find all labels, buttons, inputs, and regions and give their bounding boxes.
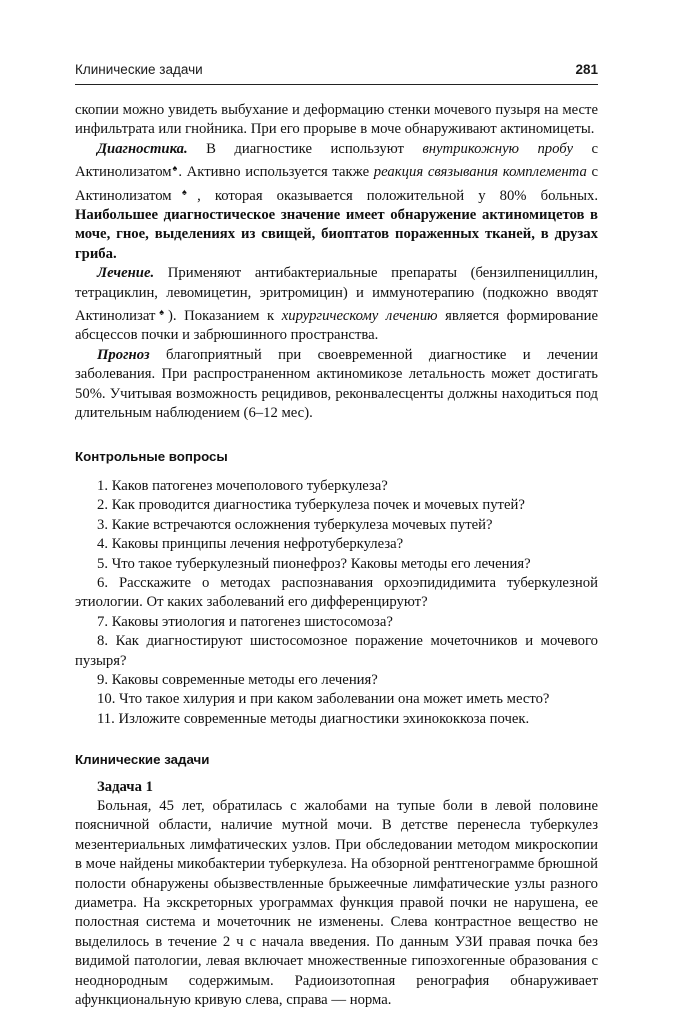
question-item: 11. Изложите современные методы диагностики эхинококкоза почек. xyxy=(97,710,530,727)
diagnostics-text: В диагностике используют xyxy=(187,140,423,157)
diagnostics-label: Диагностика. xyxy=(97,140,188,157)
diagnostics-text: . Активно используется также xyxy=(178,164,374,181)
question-item: 1. Каков патогенез мочеполового туберкулеза? xyxy=(97,477,388,494)
question-item: 5. Что такое туберкулезный пионефроз? Каковы методы его лечения? xyxy=(97,555,531,572)
question-item: 6. Расскажите о методах распознавания орхоэпидидимита туберкулезной этиологии. От каких заболеваний его дифференцируют? xyxy=(75,574,598,611)
diagnostics-text: с Актинолизатом xyxy=(75,140,598,181)
drug-mark-icon: ♠ xyxy=(171,186,198,197)
question-item: 8. Как диагностируют шистосомозное поражение мочеточников и мочевого пузыря? xyxy=(75,633,598,669)
treatment-text: является формирование абсцессов почки и забрюшинного пространства. xyxy=(75,308,599,344)
drug-mark-icon: ♠ xyxy=(171,163,179,174)
intro-paragraph: скопии можно увидеть выбухание и деформацию стенки мочевого пузыря на месте инфильтрата или гнойника. При его прорыве в моче обнаруживают актиномицеты. xyxy=(75,102,598,138)
page-number: 281 xyxy=(575,62,598,77)
treatment-label: Лечение. xyxy=(97,265,155,282)
treatment-text: Применяют антибактериальные препараты (бензилпенициллин, тетрациклин, левомицетин, эритромицин) и иммунотерапию (подкожно вводят Актинолизат xyxy=(75,265,598,325)
treatment-term-surgery: хирургическому лечению xyxy=(281,308,438,325)
question-item: 3. Какие встречаются осложнения туберкулеза мочевых путей? xyxy=(97,516,493,533)
question-item: 7. Каковы этиология и патогенез шистосомоза? xyxy=(97,613,393,630)
page-body xyxy=(75,101,598,1010)
running-head xyxy=(75,62,598,77)
treatment-paragraph xyxy=(75,264,598,346)
header-divider xyxy=(75,84,598,85)
task-title: Задача 1 xyxy=(97,778,153,795)
diagnostics-text: с Актинолизатом xyxy=(75,164,598,204)
prognosis-paragraph xyxy=(75,346,598,424)
diagnostics-text: , которая оказывается положительной у 80% больных. xyxy=(197,187,598,204)
diagnostics-term-skin-test: внутрикожную пробу xyxy=(422,140,573,157)
running-head-title: Клинические задачи xyxy=(75,62,203,77)
prognosis-label: Прогноз xyxy=(97,346,150,363)
review-questions-heading: Контрольные вопросы xyxy=(75,448,228,464)
task-text: Больная, 45 лет, обратилась с жалобами на тупые боли в левой половине поясничной области, наличие мутной мочи. В детстве перенесла туберкулез мезентериальных лимфатических узлов. При обследовании методом микроскопии в моче найдены микобактерии туберкулеза. На обзорной рентгенограмме брюшной полости обнаружены обызвествленные брыжеечные лимфатические узлы разного диаметра. На экскреторных урограммах функция правой почки не нарушена, ее полостная система и мочеточник не изменены. Слева контрастное вещество не выделилось в течение 2 ч с начала введения. По данным УЗИ правая почка без видимой патологии, левая включает множественные гипоэхогенные образования с неоднородным содержимым. Радиоизотопная ренография обнаруживает афункциональную кривую слева, справа — норма. xyxy=(75,798,598,1009)
question-item: 2. Как проводится диагностика туберкулеза почек и мочевых путей? xyxy=(97,497,525,514)
prognosis-text: благоприятный при своевременной диагностике и лечении заболевания. При распространенном актиномикозе летальность может достигать 50%. Учитывая возможность рецидивов, реконвалесценты должны находиться под длительным наблюдением (6–12 мес). xyxy=(75,346,598,422)
question-item: 4. Каковы принципы лечения нефротуберкулеза? xyxy=(97,536,404,553)
question-item: 9. Каковы современные методы его лечения? xyxy=(97,671,378,688)
clinical-tasks-heading: Клинические задачи xyxy=(75,752,210,768)
diagnostics-term-complement: реакция связывания комплемента xyxy=(373,164,587,181)
diagnostics-emphasis: Наибольшее диагностическое значение имеет обнаружение актиномицетов в моче, гное, выделениях из свищей, биоптатов пораженных тканей, в друзах гриба. xyxy=(75,207,598,262)
treatment-text: ). Показанием к xyxy=(168,308,282,325)
diagnostics-paragraph xyxy=(75,140,598,264)
review-questions-list xyxy=(75,477,598,729)
drug-mark-icon: ♠ xyxy=(155,307,169,318)
question-item: 10. Что такое хилурия и при каком заболевании она может иметь место? xyxy=(97,691,550,708)
